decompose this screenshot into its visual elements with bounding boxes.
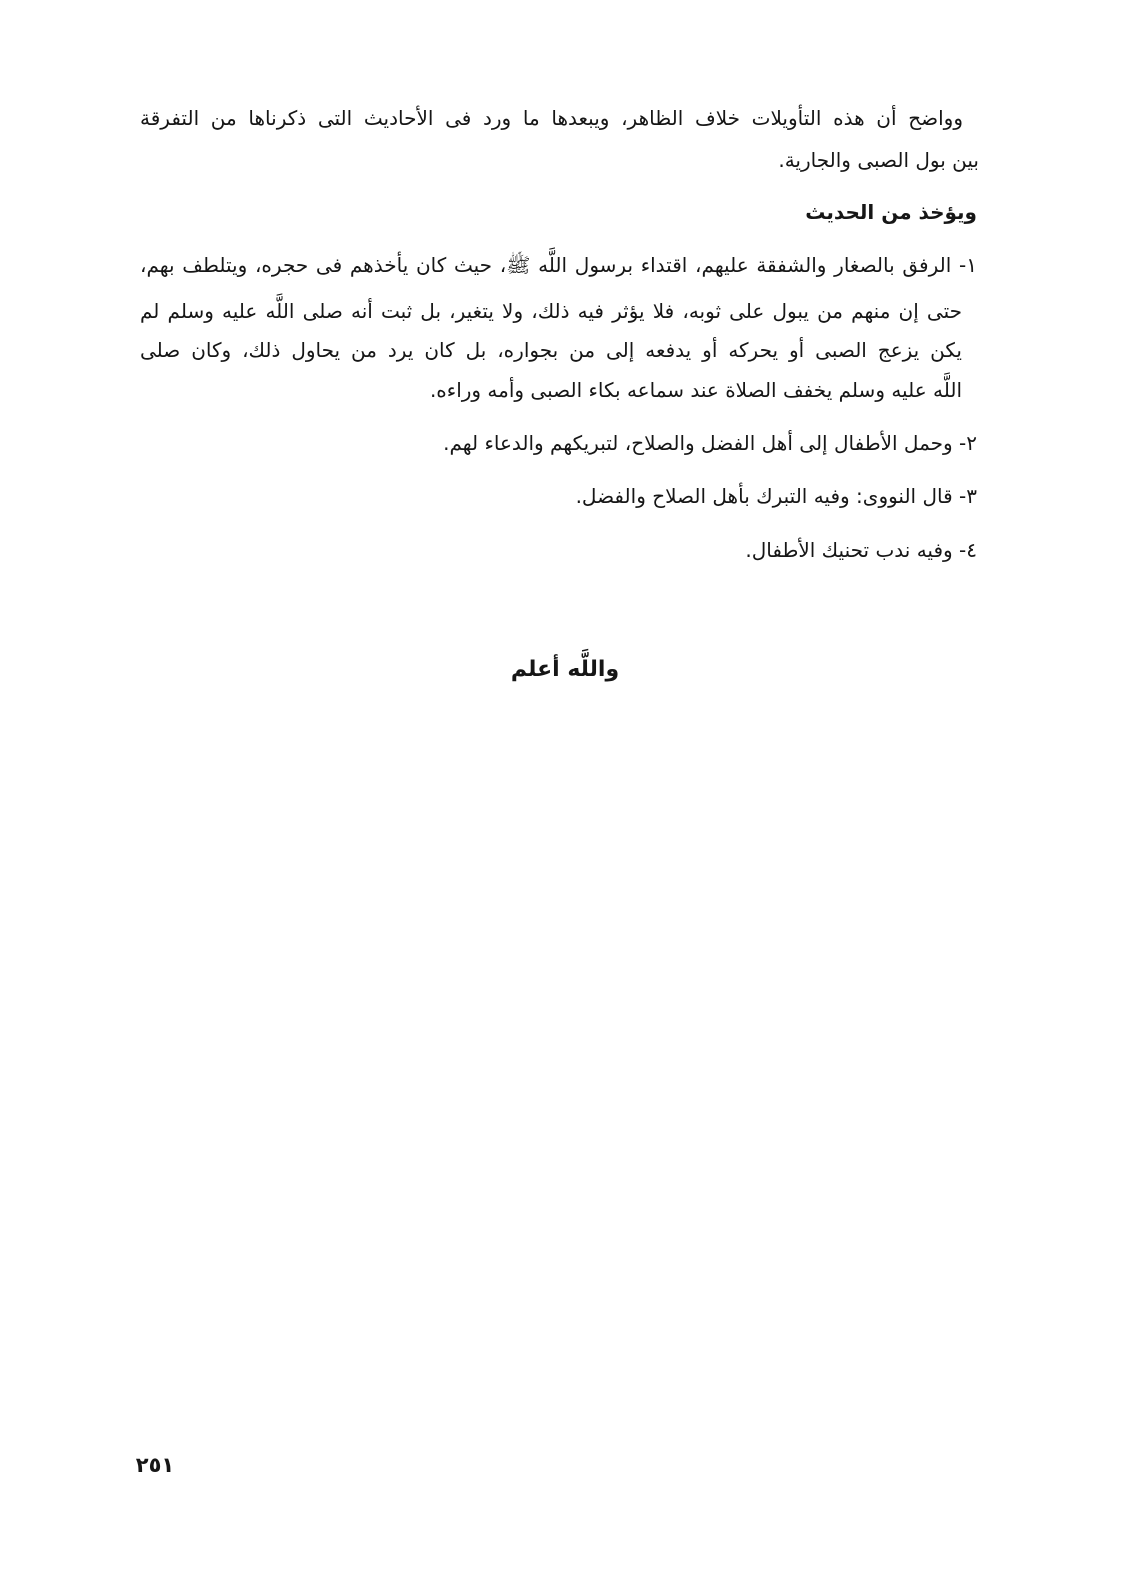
intro-line: وواضح أن هذه التأويلات خلاف الظاهر، ويبعدها ما ورد فى الأحاديث التى ذكرناها من التفرقة (140, 106, 963, 130)
closing-phrase: واللَّه أعلم (510, 657, 620, 682)
section-heading: ويؤخذ من الحديث (805, 200, 977, 224)
list-item-line: حتى إن منهم من يبول على ثوبه، فلا يؤثر فيه ذلك، ولا يتغير، بل ثبت أنه صلى اللَّه عليه وسلم لم (140, 299, 962, 323)
list-item-line (140, 530, 977, 570)
list-item-text: الرفق بالصغار والشفقة عليهم، اقتداء برسول اللَّه ﷺ، حيث كان يأخذهم فى حجره، ويتلطف بهم، (140, 253, 952, 277)
list-item-number: ١- (959, 253, 977, 277)
list-item-text: وحمل الأطفال إلى أهل الفضل والصلاح، لتبريكهم والدعاء لهم. (443, 431, 953, 455)
page-number: ٢٥١ (135, 1453, 175, 1477)
list-item-line: اللَّه عليه وسلم يخفف الصلاة عند سماعه بكاء الصبى وأمه وراءه. (429, 378, 962, 402)
list-item-line: يكن يزعج الصبى أو يحركه أو يدفعه إلى من بجواره، بل كان يرد من يحاول ذلك، وكان صلى (140, 338, 962, 362)
list-item-number: ٣- (959, 484, 977, 508)
list-item-text: قال النووى: وفيه التبرك بأهل الصلاح والفضل. (575, 484, 953, 508)
list-item-number: ٤- (959, 538, 977, 562)
intro-line: بين بول الصبى والجارية. (778, 148, 979, 172)
list-item-line (140, 423, 977, 463)
list-item-line (140, 476, 977, 516)
list-item-text: وفيه ندب تحنيك الأطفال. (745, 538, 953, 562)
list-item-number: ٢- (959, 431, 977, 455)
list-item-line (140, 245, 977, 285)
